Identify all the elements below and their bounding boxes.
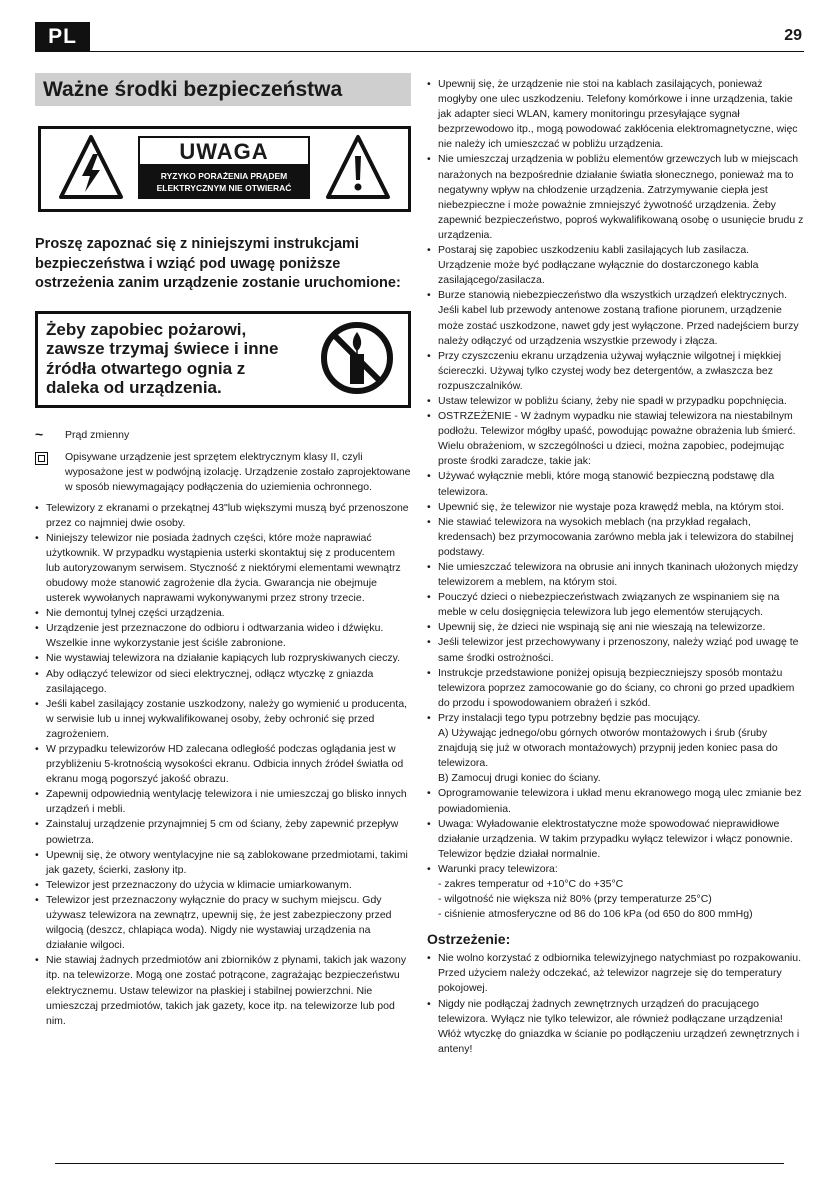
header-divider: [35, 51, 804, 52]
list-item: • Używać wyłącznie mebli, które mogą stanowić bezpieczną podstawę dla telewizora.: [427, 469, 804, 499]
exclamation-warning-icon: [325, 134, 391, 200]
list-item: • Pouczyć dzieci o niebezpieczeństwach związanych ze wspinaniem się na meble w celu dosięgnięcia telewizora lub jego elementów sterujących.: [427, 590, 804, 620]
class2-symbol-text: Opisywane urządzenie jest sprzętem elektrycznym klasy II, czyli wyposażone jest w podwójną izolację. Urządzenie zostało zaprojektowane w sposób niewymagający podłączenia do uziemienia ochronnego.: [65, 450, 411, 493]
uwaga-subtitle-line1: RYZYKO PORAŻENIA PRĄDEM: [160, 171, 288, 181]
list-item: • Uwaga: Wyładowanie elektrostatyczne może spowodować nieprawidłowe działanie urządzenia. W takim przypadku wyłącz telewizor i włącz ponownie. Telewizor będzie działał normalnie.: [427, 817, 804, 862]
list-item: • Upewnij się, że otwory wentylacyjne nie są zablokowane przedmiotami, takimi jak gazety, ścierki, zasłony itp.: [35, 848, 411, 878]
no-open-flame-icon: [319, 320, 395, 396]
double-insulation-icon: [35, 452, 48, 465]
list-item: • Aby odłączyć telewizor od sieci elektrycznej, odłącz wtyczkę z gniazda zasilającego.: [35, 667, 411, 697]
list-item: • Upewnij się, że dzieci nie wspinają się ani nie wieszają na telewizorze.: [427, 620, 804, 635]
list-item: • Oprogramowanie telewizora i układ menu ekranowego mogą ulec zmianie bez powiadomienia.: [427, 786, 804, 816]
symbols-legend: [35, 425, 411, 495]
left-column: [35, 73, 411, 1029]
list-item: • Ustaw telewizor w pobliżu ściany, żeby nie spadł w przypadku popchnięcia.: [427, 394, 804, 409]
fire-warning-text: Żeby zapobiec pożarowi, zawsze trzymaj świece i inne źródła otwartego ognia z daleka od urządzenia.: [46, 319, 279, 397]
list-item: • Nie wystawiaj telewizora na działanie kapiących lub rozpryskiwanych cieczy.: [35, 651, 411, 666]
list-item: • Urządzenie jest przeznaczone do odbioru i odtwarzania wideo i dźwięku. Wszelkie inne wykorzystanie jest ściśle zabronione.: [35, 621, 411, 651]
language-tab: PL: [35, 22, 90, 51]
left-safety-list: [35, 501, 411, 1029]
list-item: • OSTRZEŻENIE - W żadnym wypadku nie stawiaj telewizora na niestabilnym podłożu. Telewizor mógłby upaść, powodując poważne obrażenia lub śmierć. Wielu obrażeniom, w szczególności u dzieci, można zapobiec, podejmując proste środki zaradcze, takie jak:: [427, 409, 804, 469]
uwaga-subtitle-line2: ELEKTRYCZNYM NIE OTWIERAĆ: [156, 183, 292, 193]
caution-heading: Ostrzeżenie:: [427, 931, 511, 948]
list-item: • Telewizor jest przeznaczony wyłącznie do pracy w suchym miejscu. Gdy używasz telewizora na zewnątrz, upewnij się, że jest zabezpieczony przed wilgocią (deszcz, chlapiąca woda). Nigdy nie wystawiaj urządzenia na działanie wilgoci.: [35, 893, 411, 953]
uwaga-title: UWAGA: [138, 136, 310, 166]
list-item: • Postaraj się zapobiec uszkodzeniu kabli zasilających lub zasilacza. Urządzenie może być podłączane wyłącznie do dostarczonego kabla zasilającego/zasilacza.: [427, 243, 804, 288]
list-item: • Upewnić się, że telewizor nie wystaje poza krawędź mebla, na którym stoi.: [427, 500, 804, 515]
list-item: • Nie umieszczać telewizora na obrusie ani innych tkaninach ułożonych między telewizorem a meblem, na którym stoi.: [427, 560, 804, 590]
list-item: • W przypadku telewizorów HD zalecana odległość podczas oglądania jest w przybliżeniu 5-krotnością wysokości ekranu. Odbicia innych źródeł światła od ekranu mogą pogorszyć jakość obrazu.: [35, 742, 411, 787]
uwaga-subtitle: [138, 166, 310, 199]
class2-symbol-row: [35, 450, 411, 495]
uwaga-label: [138, 136, 310, 199]
electric-shock-warning-label: [38, 126, 411, 212]
list-item: • Nie demontuj tylnej części urządzenia.: [35, 606, 411, 621]
page-title: Ważne środki bezpieczeństwa: [35, 73, 411, 106]
list-item: • Burze stanowią niebezpieczeństwo dla wszystkich urządzeń elektrycznych. Jeśli kabel lub przewody antenowe zostaną trafione piorunem, urządzenie może zostać uszkodzone, nawet gdy jest wyłączone. Przed nadejściem burzy należy odłączyć od urządzenia wszystkie przewody i złącza.: [427, 288, 804, 348]
fire-warning-box: [35, 311, 411, 408]
ac-symbol-text: Prąd zmienny: [65, 428, 130, 441]
list-item: • Zainstaluj urządzenie przynajmniej 5 cm od ściany, żeby zapewnić przepływ powietrza.: [35, 817, 411, 847]
footer-divider: [55, 1163, 784, 1164]
list-item: • Przy instalacji tego typu potrzebny będzie pas mocujący. A) Używając jednego/obu górnych otworów montażowych i śrub (śruby znajdują się już w otworach montażowych) przypnij jeden koniec pasa do telewizora. B) Zamocuj drugi koniec do ściany.: [427, 711, 804, 786]
list-item: • Nie stawiać telewizora na wysokich meblach (na przykład regałach, kredensach) bez przymocowania zarówno mebla jak i telewizora do stabilnej podstawy.: [427, 515, 804, 560]
right-column: [427, 77, 804, 1057]
right-safety-list: [427, 77, 804, 922]
list-item: • Telewizory z ekranami o przekątnej 43"lub większymi muszą być przenoszone przez co najmniej dwie osoby.: [35, 501, 411, 531]
list-item: • Upewnij się, że urządzenie nie stoi na kablach zasilających, ponieważ mogłyby one ulec uszkodzeniu. Telefony komórkowe i inne urządzenia, takie jak adapter sieci WLAN, kamery monitoringu przesyłające sygnał bezprzewodowo itp., mogą powodować zakłócenia elektromagnetyczne, więc nie należy ich umieszczać w pobliżu urządzenia.: [427, 77, 804, 152]
list-item: • Jeśli kabel zasilający zostanie uszkodzony, należy go wymienić u producenta, w serwisie lub u innej wykwalifikowanej osoby, żeby ochronić się przed zagrożeniem.: [35, 697, 411, 742]
list-item: • Nigdy nie podłączaj żadnych zewnętrznych urządzeń do pracującego telewizora. Wyłącz nie tylko telewizor, ale również podłączane urządzenia! Włóż wtyczkę do gniazdka w ścianie po podłączeniu urządzeń zewnętrznych i anteny!: [427, 997, 804, 1057]
ac-symbol-row: [35, 425, 411, 444]
list-item: • Telewizor jest przeznaczony do użycia w klimacie umiarkowanym.: [35, 878, 411, 893]
list-item: • Warunki pracy telewizora: - zakres temperatur od +10°C do +35°C - wilgotność nie większa niż 80% (przy temperaturze 25°C) - ciśnienie atmosferyczne od 86 do 106 kPa (od 650 do 800 mmHg): [427, 862, 804, 922]
list-item: • Nie umieszczaj urządzenia w pobliżu elementów grzewczych lub w miejscach narażonych na bezpośrednie działanie światła słonecznego, ponieważ ma to negatywny wpływ na chłodzenie urządzenia. Zatrzymywanie ciepła jest niebezpieczne i może poważnie zmniejszyć żywotność urządzenia. Żeby zapewnić bezpieczeństwo, poproś wykwalifikowaną osobę o usunięcie brudu z urządzenia.: [427, 152, 804, 243]
intro-text: Proszę zapoznać się z niniejszymi instrukcjami bezpieczeństwa i wziąć pod uwagę poniższe ostrzeżenia zanim urządzenie zostanie uruchomione:: [35, 236, 401, 291]
page-number: 29: [784, 27, 802, 44]
list-item: • Instrukcje przedstawione poniżej opisują bezpieczniejszy sposób montażu telewizora poprzez zamocowanie go do ściany, co chroni go przed upadkiem do przodu i spowodowaniem obrażeń i szkód.: [427, 666, 804, 711]
list-item: • Niniejszy telewizor nie posiada żadnych części, które może naprawiać użytkownik. W przypadku wystąpienia usterki skontaktuj się z producentem lub autoryzowanym serwisem. Styczność z niektórymi elementami wewnątrz obudowy może stanowić zagrożenie dla życia. Gwarancja nie obejmuje usterek wywołanych naprawami wykonywanymi przez strony trzecie.: [35, 531, 411, 606]
list-item: • Nie stawiaj żadnych przedmiotów ani zbiorników z płynami, takich jak wazony itp. na telewizorze. Mogą one zostać potrącone, zagrażając bezpieczeństwu elektrycznemu. Ustaw telewizor na płaskiej i stabilnej powierzchni. Nie umieszczaj przedmiotów, takich jak gazety, koce itp. na telewizorze lub pod nim.: [35, 953, 411, 1028]
list-item: • Jeśli telewizor jest przechowywany i przenoszony, należy wziąć pod uwagę te same środki ostrożności.: [427, 635, 804, 665]
alternating-current-icon: ~: [35, 425, 44, 442]
caution-list: [427, 951, 804, 1057]
list-item: • Nie wolno korzystać z odbiornika telewizyjnego natychmiast po rozpakowaniu. Przed użyciem należy odczekać, aż telewizor nagrzeje się do temperatury pokojowej.: [427, 951, 804, 996]
lightning-warning-icon: [58, 134, 124, 200]
list-item: • Zapewnij odpowiednią wentylację telewizora i nie umieszczaj go blisko innych urządzeń i mebli.: [35, 787, 411, 817]
list-item: • Przy czyszczeniu ekranu urządzenia używaj wyłącznie wilgotnej i miękkiej ściereczki. Używaj tylko czystej wody bez detergentów, a zwłaszcza bez rozpuszczalników.: [427, 349, 804, 394]
